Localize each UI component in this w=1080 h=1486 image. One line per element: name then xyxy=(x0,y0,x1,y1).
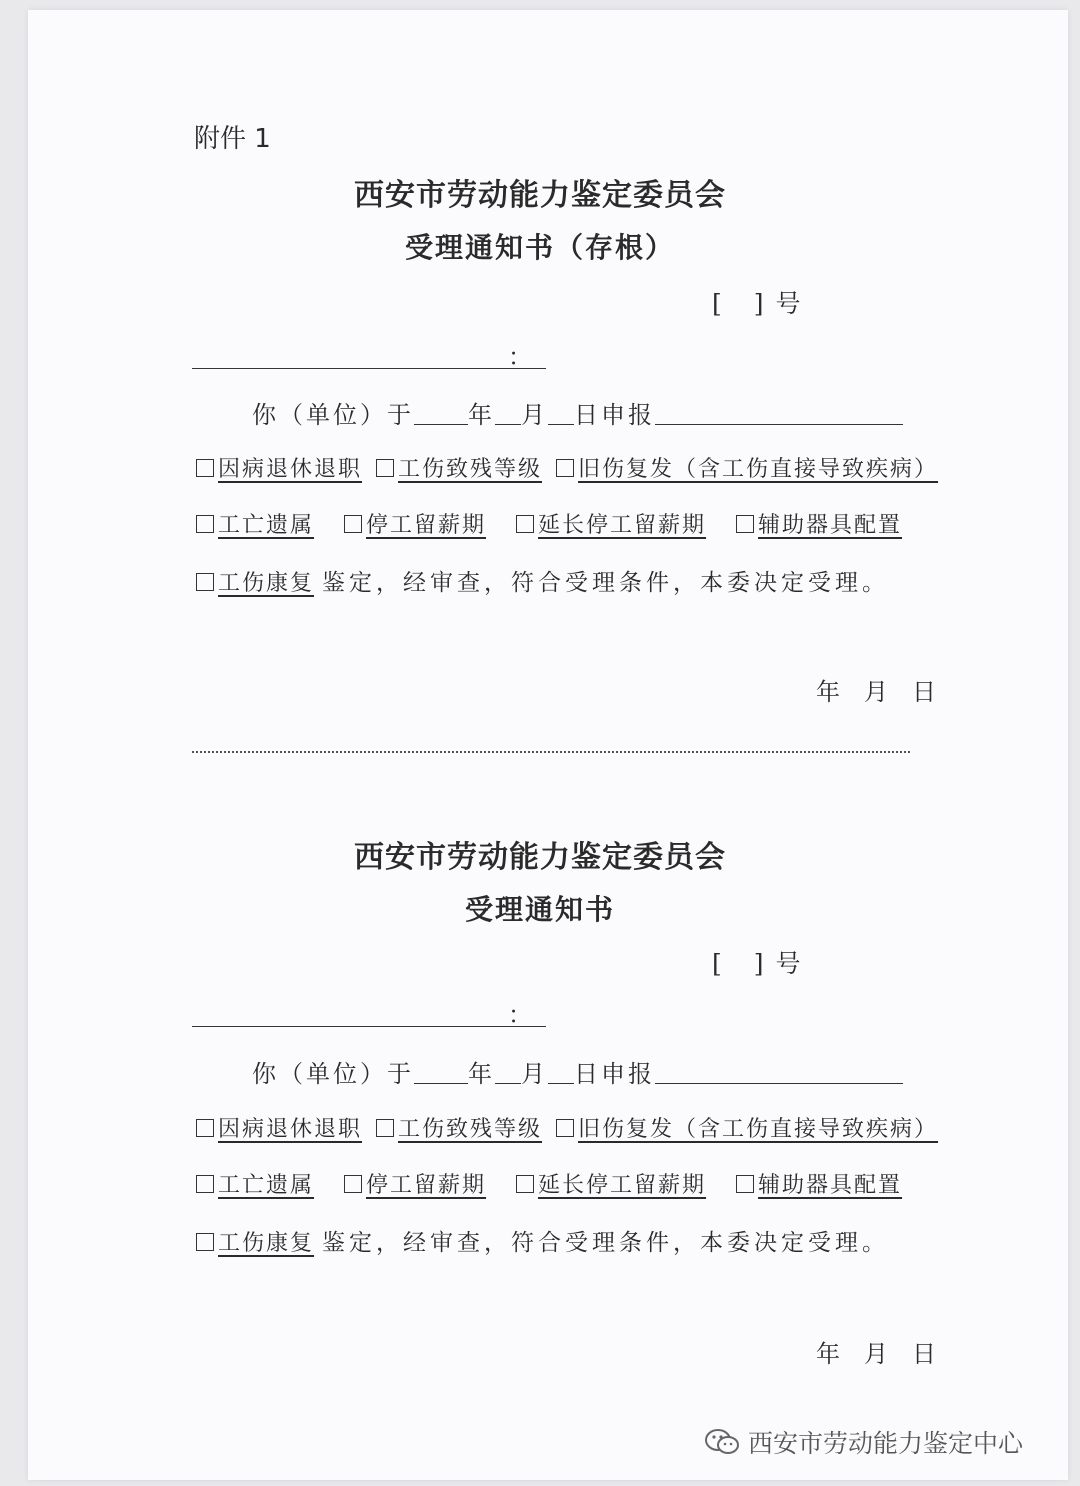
sentence-prefix: 你（单位）于 xyxy=(252,1060,414,1088)
year-blank[interactable] xyxy=(414,1061,468,1084)
checkbox[interactable] xyxy=(196,459,214,477)
option-paid-leave[interactable]: 停工留薪期 xyxy=(344,508,486,539)
notice-subtitle: 受理通知书 xyxy=(464,893,615,926)
month-blank[interactable] xyxy=(495,1061,521,1084)
checkbox[interactable] xyxy=(196,1233,214,1251)
option-death-dependents[interactable]: 工亡遗属 xyxy=(196,508,314,539)
checkbox[interactable] xyxy=(556,1119,574,1137)
notice-title: 西安市劳动能力鉴定委员会 xyxy=(354,840,726,875)
checkbox[interactable] xyxy=(344,1175,362,1193)
notice-options-row-3 xyxy=(196,1224,889,1257)
stub-number-line xyxy=(712,284,803,320)
notice-date: 年 月 日 xyxy=(816,1340,942,1368)
stub-date: 年 月 日 xyxy=(816,678,942,706)
option-retirement[interactable]: 因病退休退职 xyxy=(196,452,362,483)
number-suffix: 号 xyxy=(775,289,803,318)
apply-item-blank[interactable] xyxy=(655,402,903,425)
checkbox[interactable] xyxy=(196,573,214,591)
stub-application-sentence xyxy=(252,395,903,430)
day-label: 日申报 xyxy=(574,401,655,429)
notice-addressee-field[interactable] xyxy=(192,998,546,1027)
option-paid-leave[interactable]: 停工留薪期 xyxy=(344,1168,486,1199)
notice-application-sentence xyxy=(252,1054,903,1089)
checkbox[interactable] xyxy=(196,1119,214,1137)
number-suffix: 号 xyxy=(775,949,803,978)
source-watermark xyxy=(704,1424,1023,1460)
addressee-colon: ： xyxy=(508,343,532,371)
option-old-injury-relapse[interactable]: 旧伤复发（含工伤直接导致疾病） xyxy=(556,1112,938,1143)
checkbox[interactable] xyxy=(376,459,394,477)
month-label: 月 xyxy=(521,1060,548,1088)
option-old-injury-relapse[interactable]: 旧伤复发（含工伤直接导致疾病） xyxy=(556,452,938,483)
conclusion-text: 鉴定，经审查，符合受理条件，本委决定受理。 xyxy=(322,1230,890,1256)
notice-number-line xyxy=(712,944,803,980)
conclusion-text: 鉴定，经审查，符合受理条件，本委决定受理。 xyxy=(322,570,890,596)
stub-subtitle: 受理通知书（存根） xyxy=(404,231,675,264)
month-label: 月 xyxy=(521,401,548,429)
notice-options-row-1 xyxy=(196,1112,938,1143)
option-rehabilitation[interactable]: 工伤康复 xyxy=(196,566,314,597)
month-blank[interactable] xyxy=(495,402,521,425)
checkbox[interactable] xyxy=(736,515,754,533)
option-disability-grade[interactable]: 工伤致残等级 xyxy=(376,452,542,483)
checkbox[interactable] xyxy=(196,515,214,533)
wechat-icon xyxy=(704,1428,740,1456)
option-assistive-devices[interactable]: 辅助器具配置 xyxy=(736,1168,902,1199)
option-rehabilitation[interactable]: 工伤康复 xyxy=(196,1226,314,1257)
stub-options-row-2 xyxy=(196,508,902,539)
stub-options-row-1 xyxy=(196,452,938,483)
notice-options-row-2 xyxy=(196,1168,902,1199)
checkbox[interactable] xyxy=(376,1119,394,1137)
bracket-close: ] xyxy=(753,289,766,318)
checkbox[interactable] xyxy=(344,515,362,533)
checkbox[interactable] xyxy=(516,515,534,533)
checkbox[interactable] xyxy=(196,1175,214,1193)
option-death-dependents[interactable]: 工亡遗属 xyxy=(196,1168,314,1199)
year-label: 年 xyxy=(468,401,495,429)
option-assistive-devices[interactable]: 辅助器具配置 xyxy=(736,508,902,539)
bracket-open: [ xyxy=(712,949,724,978)
option-extended-paid-leave[interactable]: 延长停工留薪期 xyxy=(516,508,706,539)
bracket-close: ] xyxy=(753,949,766,978)
year-blank[interactable] xyxy=(414,402,468,425)
option-disability-grade[interactable]: 工伤致残等级 xyxy=(376,1112,542,1143)
tear-line-divider xyxy=(192,751,910,753)
year-label: 年 xyxy=(468,1060,495,1088)
stub-addressee-field[interactable] xyxy=(192,340,546,369)
option-extended-paid-leave[interactable]: 延长停工留薪期 xyxy=(516,1168,706,1199)
stub-title: 西安市劳动能力鉴定委员会 xyxy=(354,178,726,213)
checkbox[interactable] xyxy=(556,459,574,477)
sentence-prefix: 你（单位）于 xyxy=(252,401,414,429)
day-blank[interactable] xyxy=(548,1061,574,1084)
addressee-colon: ： xyxy=(508,1001,532,1029)
option-retirement[interactable]: 因病退休退职 xyxy=(196,1112,362,1143)
day-blank[interactable] xyxy=(548,402,574,425)
day-label: 日申报 xyxy=(574,1060,655,1088)
attachment-label: 附件 1 xyxy=(194,124,271,154)
checkbox[interactable] xyxy=(516,1175,534,1193)
apply-item-blank[interactable] xyxy=(655,1061,903,1084)
bracket-open: [ xyxy=(712,289,724,318)
checkbox[interactable] xyxy=(736,1175,754,1193)
stub-options-row-3 xyxy=(196,564,889,597)
watermark-text: 西安市劳动能力鉴定中心 xyxy=(748,1429,1024,1458)
